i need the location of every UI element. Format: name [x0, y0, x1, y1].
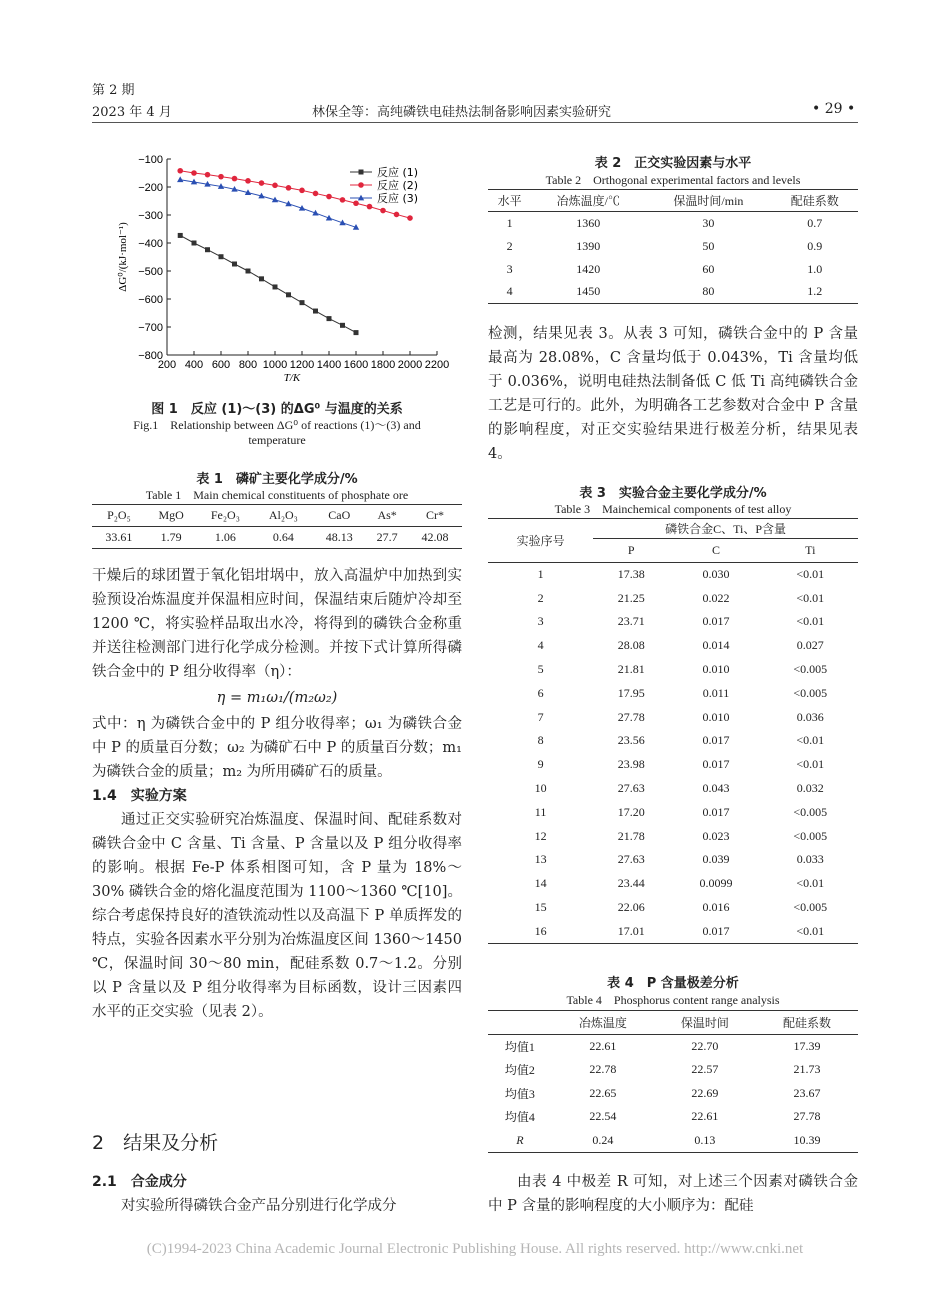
table-3-row — [488, 681, 858, 705]
table-4-cell: 0.24 — [592, 1132, 614, 1147]
table-3-cell: 0.017 — [702, 733, 730, 748]
data-point — [205, 247, 210, 252]
section-heading-2-1: 2.1 合金成分 — [92, 1174, 187, 1190]
table-3-row-header: 实验序号 — [488, 519, 593, 563]
table-1-row — [92, 527, 462, 549]
table-3-cell: 0.023 — [702, 828, 730, 843]
table-1-header: MgO — [158, 508, 184, 522]
table-2-caption-cn: 表 2 正交实验因素与水平 — [594, 156, 752, 171]
table-3-cell: 15 — [534, 900, 547, 915]
table-2-cell: 30 — [702, 215, 715, 230]
table-3-cell: <0.01 — [796, 923, 825, 938]
table-4-cell: 均值1 — [504, 1040, 535, 1054]
table-3-cell: 0.033 — [796, 852, 824, 867]
y-tick-label: −100 — [138, 154, 163, 166]
legend-label: 反应 (3) — [377, 192, 419, 205]
table-2-row — [488, 281, 858, 304]
data-point — [313, 309, 318, 314]
table-2-header: 配硅系数 — [790, 194, 839, 208]
table-4-caption-en: Table 4 Phosphorus content range analysis — [566, 993, 780, 1007]
table-4-cell: 10.39 — [793, 1132, 821, 1147]
table-3-cell: <0.01 — [796, 614, 825, 629]
table-4-cell: 22.57 — [691, 1062, 719, 1077]
table-3-cell: 11 — [534, 804, 547, 819]
table-3-cell: <0.005 — [793, 685, 828, 700]
table-2-cell: 0.9 — [807, 238, 823, 253]
formula: η = m₁ω₁/(m₂ω₂) — [216, 690, 338, 706]
data-point — [272, 183, 278, 189]
x-tick-label: 1000 — [262, 359, 288, 371]
table-3-cell: 0.010 — [702, 709, 730, 724]
table-3-cell: 0.022 — [702, 590, 730, 605]
table-3-row — [488, 848, 858, 872]
table-3-row — [488, 896, 858, 920]
figure-1-chart — [92, 150, 462, 390]
copyright-footer: (C)1994-2023 China Academic Journal Electronic Publishing House. All rights reserved. http://www.cnki.net — [146, 1241, 804, 1257]
table-3-cell: 21.78 — [617, 828, 645, 843]
table-3-cell: 17.20 — [617, 804, 645, 819]
y-tick-label: −600 — [138, 294, 163, 306]
table-3-cell: 0.011 — [702, 685, 730, 700]
table-3-cell: 16 — [534, 923, 547, 938]
table-4-cell: 22.65 — [589, 1085, 617, 1100]
table-3-cell: 21.25 — [617, 590, 645, 605]
table-2-header-row — [488, 190, 858, 212]
table-4-cell: 22.61 — [691, 1109, 719, 1124]
table-4-cell: 均值3 — [504, 1086, 535, 1101]
table-2-cell: 4 — [506, 284, 513, 299]
section-heading-2: 2 结果及分析 — [92, 1132, 219, 1154]
table-3-row — [488, 753, 858, 777]
table-3-cell: 14 — [534, 876, 547, 891]
table-3-cell: <0.01 — [796, 876, 825, 891]
paragraph: 检测，结果见表 3。从表 3 可知，磷铁合金中的 P 含量最高为 28.08%，C 含量均低于 0.043%，Ti 含量均低于 0.036%，说明电硅热法制备低 C 低 Ti 高纯磷铁合金工艺是可行的。此外，为明确各工艺参数对合金中 P 含量的影响程度，对正交实验结果进行极差分析，结果见表 4。 — [488, 326, 858, 462]
table-2-caption-en: Table 2 Orthogonal experimental factors and levels — [545, 173, 801, 187]
data-point — [246, 269, 251, 274]
table-3-cell: 1 — [537, 567, 544, 582]
table-3-row — [488, 800, 858, 824]
figure-1-caption-cn: 图 1 反应 (1)～(3) 的ΔG⁰ 与温度的关系 — [151, 402, 403, 417]
table-2-row — [488, 235, 858, 258]
table-4-cell: 22.69 — [691, 1085, 719, 1100]
table-3-cell: 9 — [537, 757, 544, 772]
paragraph: 干燥后的球团置于氧化铝坩埚中，放入高温炉中加热到实验预设冶炼温度并保温相应时间，保温结束后随炉冷却至 1200 ℃，将实验样品取出水冷，将得到的磷铁合金称重并送往检测部门进行化学成分检测。并按下式计算所得磷铁合金中的 P 组分收得率（η）： — [92, 568, 462, 680]
legend-label: 反应 (2) — [377, 179, 419, 192]
legend-label: 反应 (1) — [377, 166, 419, 179]
table-1-caption-cn: 表 1 磷矿主要化学成分/% — [196, 472, 358, 487]
table-3-cell: 0.014 — [702, 638, 730, 653]
table-3-cell: <0.01 — [796, 733, 825, 748]
table-1-cell: 1.06 — [214, 530, 236, 544]
table-2 — [488, 189, 858, 304]
left-column-text — [92, 564, 462, 1024]
legend-marker — [358, 182, 364, 188]
table-3-column-group: 磷铁合金C、Ti、P含量 — [593, 519, 858, 539]
table-3-cell: 10 — [534, 781, 547, 796]
table-3-cell: 27.78 — [617, 709, 645, 724]
table-2-header: 水平 — [497, 194, 522, 208]
table-4-header — [488, 1011, 552, 1035]
y-tick-label: −800 — [138, 350, 163, 362]
data-point — [394, 212, 400, 218]
table-3-cell: 17.01 — [617, 923, 645, 938]
table-3-cell: 4 — [537, 638, 544, 653]
table-4-cell: 22.61 — [589, 1039, 617, 1053]
data-point — [177, 168, 183, 174]
table-3-cell: 0.017 — [702, 923, 730, 938]
table-3 — [488, 518, 858, 944]
x-tick-label: 1600 — [343, 359, 369, 371]
table-4-row — [488, 1105, 858, 1129]
table-3-cell: 17.38 — [617, 567, 645, 582]
paragraph: 对实验所得磷铁合金产品分别进行化学成分 — [121, 1198, 397, 1214]
table-4-cell: 0.13 — [694, 1132, 716, 1147]
data-point — [353, 200, 359, 206]
table-3-cell: 0.017 — [702, 804, 730, 819]
table-3-cell: 8 — [537, 733, 544, 748]
table-2-cell: 2 — [506, 238, 513, 253]
data-point — [205, 172, 211, 178]
table-4-cell: 均值2 — [504, 1063, 535, 1078]
table-2-row — [488, 258, 858, 281]
table-4-header: 保温时间 — [680, 1016, 729, 1030]
data-point — [191, 170, 197, 176]
table-3-row — [488, 586, 858, 610]
table-2-cell: 1.2 — [807, 284, 823, 299]
table-4-row — [488, 1058, 858, 1082]
table-3-row — [488, 729, 858, 753]
table-1-header: CaO — [328, 508, 351, 522]
running-title: 林保全等：高纯磷铁电硅热法制备影响因素实验研究 — [312, 105, 612, 120]
table-4-row — [488, 1129, 858, 1153]
table-1-cell: 42.08 — [421, 530, 449, 544]
table-3-cell: 0.016 — [702, 900, 730, 915]
table-3-caption-en: Table 3 Mainchemical components of test alloy — [554, 502, 792, 516]
y-tick-label: −500 — [138, 266, 163, 278]
data-point — [340, 323, 345, 328]
y-tick-label: −200 — [138, 182, 163, 194]
data-point — [219, 254, 224, 259]
paragraph: 由表 4 中极差 R 可知，对上述三个因素对磷铁合金中 P 含量的影响程度的大小顺序为：配硅 — [488, 1174, 858, 1214]
paragraph: 式中：η 为磷铁合金中的 P 组分收得率；ω₁ 为磷铁合金中 P 的质量百分数；ω₂ 为磷矿石中 P 的质量百分数；m₁ 为磷铁合金的质量；m₂ 为所用磷矿石的质量。 — [92, 716, 462, 780]
table-1-header-row — [92, 505, 462, 527]
table-3-cell: <0.005 — [793, 662, 828, 677]
table-2-cell: 1 — [506, 215, 513, 230]
table-4-cell: 22.70 — [691, 1039, 719, 1053]
table-1-header: Fe₂O₃ — [210, 508, 240, 522]
table-1-cell: 33.61 — [105, 530, 133, 544]
page-number: • 29 • — [812, 101, 856, 117]
table-3-cell: 3 — [537, 614, 544, 629]
table-2-cell: 50 — [702, 238, 715, 253]
table-4-cell: R — [516, 1132, 524, 1147]
data-point — [340, 197, 346, 203]
table-2-cell: 1420 — [576, 261, 601, 276]
data-point — [259, 276, 264, 281]
data-point — [286, 185, 292, 191]
data-point — [407, 215, 413, 221]
x-tick-label: 600 — [211, 359, 231, 371]
table-3-cell: 0.017 — [702, 757, 730, 772]
table-3-cell: <0.01 — [796, 567, 825, 582]
table-4-header: 冶炼温度 — [578, 1016, 627, 1030]
table-1-cell: 1.79 — [160, 530, 182, 544]
table-1-cell: 0.64 — [272, 530, 294, 544]
data-point — [245, 178, 251, 184]
y-tick-label: −700 — [138, 322, 163, 334]
table-3-cell: <0.005 — [793, 804, 828, 819]
y-axis-label: ΔG⁰/(kJ·mol⁻¹) — [117, 222, 129, 292]
table-3-cell: 0.030 — [702, 567, 730, 582]
table-3-cell: 23.56 — [617, 733, 645, 748]
data-point — [313, 191, 319, 197]
table-4-header-row — [488, 1011, 858, 1035]
table-3-row — [488, 658, 858, 682]
table-1-caption-en: Table 1 Main chemical constituents of phosphate ore — [145, 488, 409, 502]
x-tick-label: 400 — [184, 359, 204, 371]
table-2-cell: 1450 — [576, 284, 601, 299]
table-4 — [488, 1010, 858, 1153]
table-4-cell: 17.39 — [793, 1039, 821, 1053]
paragraph: 通过正交实验研究冶炼温度、保温时间、配硅系数对磷铁合金中 C 含量、Ti 含量、P 含量以及 P 组分收得率的影响。根据 Fe-P 体系相图可知，含 P 量为 18%～30% 磷铁合金的熔化温度范围为 1100～1360 ℃[10]。综合考虑保持良好的渣铁流动性以及高温下 P 单质挥发的特点，实验各因素水平分别为冶炼温度区间 1360～1450 ℃，保温时间 30～80 min，配硅系数 0.7～1.2。分别以 P 含量以及 P 组分收得率为目标函数，设计三因素四水平的正交实验（见表 2）。 — [92, 812, 462, 1020]
table-2-header: 冶炼温度/℃ — [556, 194, 620, 208]
data-point — [232, 262, 237, 267]
table-3-row — [488, 563, 858, 587]
data-point — [178, 233, 183, 238]
table-2-cell: 80 — [702, 284, 715, 299]
table-2-cell: 60 — [702, 261, 715, 276]
data-point — [232, 176, 238, 182]
table-3-cell: <0.01 — [796, 590, 825, 605]
table-3-cell: 28.08 — [617, 638, 645, 653]
table-3-caption-cn: 表 3 实验合金主要化学成分/% — [579, 486, 767, 501]
table-3-row — [488, 610, 858, 634]
data-point — [192, 241, 197, 246]
table-2-cell: 1360 — [576, 215, 601, 230]
table-3-cell: 21.81 — [617, 662, 645, 677]
table-3-header: C — [711, 543, 720, 557]
table-1-header: Cr* — [426, 508, 445, 522]
table-2-cell: 1.0 — [807, 261, 823, 276]
table-3-cell: <0.005 — [793, 828, 828, 843]
table-4-cell: 22.78 — [589, 1062, 617, 1077]
table-3-cell: 22.06 — [617, 900, 645, 915]
x-tick-label: 200 — [157, 359, 177, 371]
table-4-cell: 23.67 — [793, 1085, 821, 1100]
table-1-cell: 48.13 — [325, 530, 353, 544]
y-tick-label: −400 — [138, 238, 163, 250]
table-3-row — [488, 919, 858, 943]
table-2-row — [488, 212, 858, 235]
figure-1-caption-en: Fig.1 Relationship between ΔG⁰ of reactions (1)～(3) and — [133, 418, 421, 432]
table-3-cell: 17.95 — [617, 685, 645, 700]
table-3-header: P — [627, 543, 635, 557]
x-tick-label: 2200 — [424, 359, 450, 371]
table-3-header-row — [488, 519, 858, 539]
data-point — [218, 174, 224, 180]
table-3-cell: 0.010 — [702, 662, 730, 677]
header-rule — [92, 122, 858, 123]
table-4-row — [488, 1082, 858, 1106]
table-3-cell: 12 — [534, 828, 547, 843]
data-point — [259, 180, 265, 186]
data-point — [354, 330, 359, 335]
issue-number: 第 2 期 — [92, 83, 135, 98]
data-point — [380, 208, 386, 214]
table-1-header: P₂O₅ — [107, 508, 131, 522]
data-point — [327, 316, 332, 321]
section-heading-1-4: 1.4 实验方案 — [92, 788, 187, 804]
data-point — [273, 284, 278, 289]
table-3-row — [488, 777, 858, 801]
table-3-header: Ti — [805, 543, 816, 557]
table-3-cell: 27.63 — [617, 852, 645, 867]
table-3-row — [488, 824, 858, 848]
table-1-header: As* — [377, 508, 397, 522]
table-4-row — [488, 1035, 858, 1059]
x-tick-label: 2000 — [397, 359, 423, 371]
table-1 — [92, 504, 462, 549]
table-3-cell: 13 — [534, 852, 547, 867]
issue-date: 2023 年 4 月 — [92, 105, 172, 120]
table-2-cell: 0.7 — [807, 215, 823, 230]
table-3-cell: 5 — [537, 662, 544, 677]
table-1-header: Al₂O₃ — [268, 508, 298, 522]
data-point — [300, 300, 305, 305]
data-point — [299, 188, 305, 194]
table-2-cell: 3 — [506, 261, 513, 276]
table-3-cell: <0.005 — [793, 900, 828, 915]
table-3-cell: 2 — [537, 590, 544, 605]
table-3-cell: 27.63 — [617, 781, 645, 796]
x-tick-label: 800 — [238, 359, 258, 371]
table-3-cell: 0.017 — [702, 614, 730, 629]
table-4-cell: 27.78 — [793, 1109, 821, 1124]
table-3-cell: <0.01 — [796, 757, 825, 772]
data-point — [286, 292, 291, 297]
x-tick-label: 1200 — [289, 359, 315, 371]
table-2-cell: 1390 — [576, 238, 601, 253]
table-3-row — [488, 872, 858, 896]
y-tick-label: −300 — [138, 210, 163, 222]
legend-marker — [359, 170, 364, 175]
x-tick-label: 1400 — [316, 359, 342, 371]
table-3-cell: 0.032 — [796, 781, 824, 796]
table-3-cell: 0.043 — [702, 781, 730, 796]
table-3-cell: 0.036 — [796, 709, 824, 724]
table-3-cell: 23.98 — [617, 757, 645, 772]
table-3-cell: 0.0099 — [699, 876, 733, 891]
table-4-caption-cn: 表 4 P 含量极差分析 — [607, 976, 739, 991]
table-3-cell: 7 — [537, 709, 544, 724]
table-3-cell: 6 — [537, 685, 544, 700]
x-tick-label: 1800 — [370, 359, 396, 371]
table-4-cell: 22.54 — [589, 1109, 617, 1124]
table-3-cell: 23.71 — [617, 614, 645, 629]
data-point — [177, 176, 183, 182]
x-axis-label: T/K — [283, 372, 301, 384]
table-3-row — [488, 634, 858, 658]
data-point — [367, 204, 373, 210]
table-3-cell: 0.027 — [796, 638, 824, 653]
table-1-cell: 27.7 — [376, 530, 398, 544]
table-3-cell: 23.44 — [617, 876, 645, 891]
table-2-header: 保温时间/min — [673, 194, 744, 208]
figure-1-caption-en-2: temperature — [248, 433, 306, 447]
table-3-row — [488, 705, 858, 729]
table-4-header: 配硅系数 — [782, 1016, 831, 1030]
table-4-cell: 均值4 — [504, 1110, 535, 1125]
table-4-cell: 21.73 — [793, 1062, 821, 1077]
series-line — [180, 171, 410, 218]
table-3-cell: 0.039 — [702, 852, 730, 867]
data-point — [326, 194, 332, 200]
